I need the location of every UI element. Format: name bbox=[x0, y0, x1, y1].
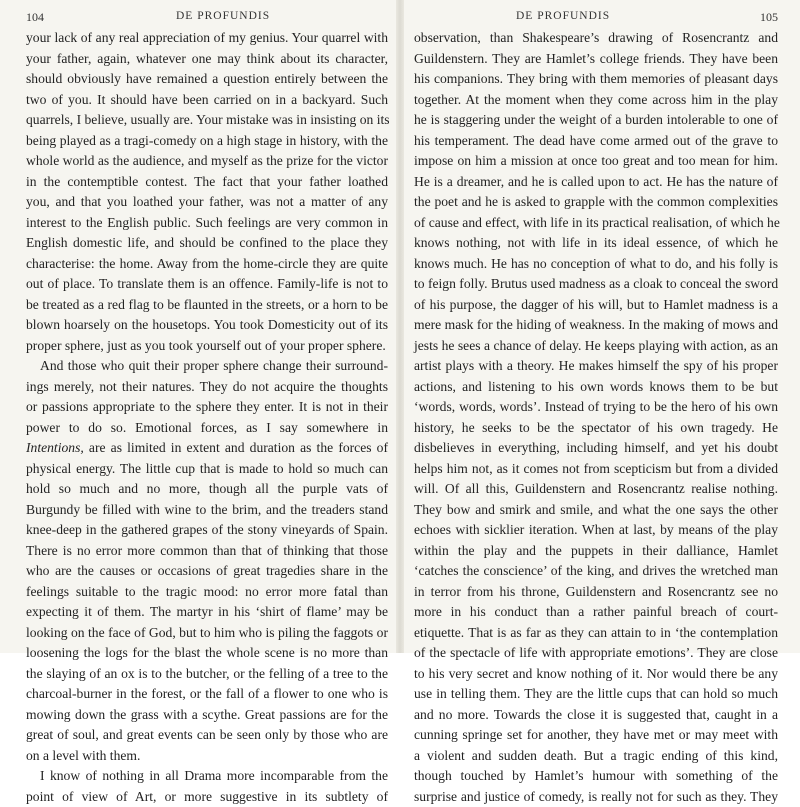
text-line: or passions appropriate to the sphere they enter. It is not in their bbox=[26, 397, 388, 418]
text-line: of his purpose, the dagger of his will, but to Hamlet madness is a bbox=[414, 295, 778, 316]
right-page-header bbox=[414, 6, 778, 26]
text-line: I know of nothing in all Drama more incomparable from the bbox=[26, 766, 388, 787]
text-line: should obviously have remained a question entirely between the bbox=[26, 69, 388, 90]
text-line: within the play and the puppets in their dalliance, Hamlet bbox=[414, 541, 778, 562]
text-line: He is a dreamer, and he is called upon to act. He has the nature of bbox=[414, 172, 778, 193]
text-line: whole world as the audience, and myself as the prize for the victor bbox=[26, 151, 388, 172]
text-line: blown hoarsely on the housetops. You took Domesticity out of its bbox=[26, 315, 388, 336]
text-line: charcoal-burner in the forest, or the fall of a flower to one who is bbox=[26, 684, 388, 705]
text-line: to his very secret and know nothing of it. Nor would there be any bbox=[414, 664, 778, 685]
text-line: together. At the moment when they come across him in the play bbox=[414, 90, 778, 111]
text-line: your lack of any real appreciation of my genius. Your quarrel with bbox=[26, 28, 388, 49]
text-line: characterise: the home. Away from the home-circle they are quite bbox=[26, 254, 388, 275]
right-running-head: DE PROFUNDIS bbox=[516, 10, 610, 22]
text-line: of cause and effect, with life in its practical realisation, of which he bbox=[414, 213, 778, 234]
text-line: etiquette. That is as far as they can attain to in ‘the contemplation bbox=[414, 623, 778, 644]
text-line: use in telling them. They are the little cups that can hold so much bbox=[414, 684, 778, 705]
text-line: feelings suitable to the tragic mood: no error more fatal than bbox=[26, 582, 388, 603]
text-line: physical energy. The little cup that is made to hold so much can bbox=[26, 459, 388, 480]
text-line: he is staggering under the weight of a burden intolerable to one of bbox=[414, 110, 778, 131]
text-line: great of soul, and great events can be seen only by those who are bbox=[26, 725, 388, 746]
text-line: though touched by Hamlet’s humour with something of the bbox=[414, 766, 778, 787]
text-line: disbelieves in everything, including himself, and yet his doubt bbox=[414, 438, 778, 459]
text-line: of the spectacle of life with appropriate emotions’. They are close bbox=[414, 643, 778, 664]
text-line: history, he seeks to be the spectator of his own tragedy. He bbox=[414, 418, 778, 439]
text-line: you, and that you loathed your father, was not a matter of any bbox=[26, 192, 388, 213]
text-line: knows much. He has no conception of what to do, and his folly is bbox=[414, 254, 778, 275]
text-line: mowing down the grass with a scythe. Great passions are for the bbox=[26, 705, 388, 726]
text-line: There is no error more common than that of thinking that those bbox=[26, 541, 388, 562]
text-line: looking on the face of God, but to him who is piling the faggots or bbox=[26, 623, 388, 644]
text-line: echoes with sicklier iteration. When at last, by means of the play bbox=[414, 520, 778, 541]
text-line: power to do so. Emotional forces, as I say somewhere in bbox=[26, 418, 388, 439]
text-line: a violent and sudden death. But a tragic ending of this kind, bbox=[414, 746, 778, 767]
text-line: more in his conduct than a rather painful breach of court- bbox=[414, 602, 778, 623]
right-page-number: 105 bbox=[760, 10, 778, 25]
left-page-header bbox=[26, 6, 388, 26]
left-running-head: DE PROFUNDIS bbox=[176, 10, 270, 22]
text-line: point of view of Art, or more suggestive in its subtlety of bbox=[26, 787, 388, 807]
text-line: loosening the logs for the blast the whole scene is no more than bbox=[26, 643, 388, 664]
text-line: ‘words, words, words’. Instead of trying to be the hero of his own bbox=[414, 397, 778, 418]
text-line: jests he sees a chance of delay. He keeps playing with action, as an bbox=[414, 336, 778, 357]
text-line: in terror from his throne, Guildenstern and Rosencrantz see no bbox=[414, 582, 778, 603]
text-line: knee-deep in the gathered grapes of the stony vineyards of Spain. bbox=[26, 520, 388, 541]
text-line: will. Of all this, Guildenstern and Rosencrantz realise nothing. bbox=[414, 479, 778, 500]
text-line: interest to the English public. Such feelings are very common in bbox=[26, 213, 388, 234]
text-line: observation, than Shakespeare’s drawing of Rosencrantz and bbox=[414, 28, 778, 49]
text-line: expecting it of them. The martyr in his ‘shirt of flame’ may be bbox=[26, 602, 388, 623]
text-line: helps him not, as it comes not from scepticism but from a divided bbox=[414, 459, 778, 480]
text-line: And those who quit their proper sphere change their surround- bbox=[26, 356, 388, 377]
text-line: They bow and smirk and smile, and what the one says the other bbox=[414, 500, 778, 521]
text-line: being played as a tragi-comedy on a high stage in history, with the bbox=[26, 131, 388, 152]
text-line: English domestic life, and should be confined to the place they bbox=[26, 233, 388, 254]
text-line: the poet and he is asked to grapple with the common complexities bbox=[414, 192, 778, 213]
text-line: impose on him a mission at once too great and too mean for him. bbox=[414, 151, 778, 172]
text-line: the slaying of an ox is to the butcher, or the felling of a tree to the bbox=[26, 664, 388, 685]
text-line: his temperament. The dead have come armed out of the grave to bbox=[414, 131, 778, 152]
left-page bbox=[0, 0, 398, 653]
text-line: ‘catches the conscience’ of the king, and drives the wretched man bbox=[414, 561, 778, 582]
text-line: ings merely, not their natures. They do not acquire the thoughts bbox=[26, 377, 388, 398]
text-line: Intentions, are as limited in extent and duration as the forces of bbox=[26, 438, 388, 459]
text-line: mere mask for the hiding of weakness. In the making of mows and bbox=[414, 315, 778, 336]
text-line: his companions. They bring with them memories of pleasant days bbox=[414, 69, 778, 90]
text-line: quarrels, I believe, usually are. Your mistake was in insisting on its bbox=[26, 110, 388, 131]
right-page bbox=[402, 0, 800, 653]
left-page-number: 104 bbox=[26, 10, 44, 25]
text-line: actions, and listening to his own words knows them to be but bbox=[414, 377, 778, 398]
text-line: in the contemptible contest. The fact that your father loathed bbox=[26, 172, 388, 193]
text-line: hold so much and no more, though all the purple vats of bbox=[26, 479, 388, 500]
text-line: surprise and justice of comedy, is really not for such as they. They bbox=[414, 787, 778, 807]
text-line: be treated as a red flag to be flaunted in the streets, or a horn to be bbox=[26, 295, 388, 316]
text-line: to feign folly. Brutus used madness as a cloak to conceal the sword bbox=[414, 274, 778, 295]
text-line: Guildenstern. They are Hamlet’s college friends. They have been bbox=[414, 49, 778, 70]
text-line: who are the causes or occasions of great tragedies share in the bbox=[26, 561, 388, 582]
right-page-text bbox=[414, 28, 778, 807]
text-line: on a level with them. bbox=[26, 746, 388, 767]
text-line: and no more. Towards the close it is suggested that, caught in a bbox=[414, 705, 778, 726]
text-line: artist plays with a theory. He makes himself the spy of his proper bbox=[414, 356, 778, 377]
text-line: Burgundy be filled with wine to the brim, and the treaders stand bbox=[26, 500, 388, 521]
text-line: your father, again, whatever one may think about its character, bbox=[26, 49, 388, 70]
text-line: knows nothing, not with life in its ideal essence, of which he bbox=[414, 233, 778, 254]
text-line: two of you. It should have been carried on in a backyard. Such bbox=[26, 90, 388, 111]
text-line: proper sphere, just as you took yourself out of your proper sphere. bbox=[26, 336, 388, 357]
text-line: out of place. To translate them is an offence. Family-life is not to bbox=[26, 274, 388, 295]
left-page-text bbox=[26, 28, 388, 807]
text-line: cunning springe set for another, they have met or may meet with bbox=[414, 725, 778, 746]
